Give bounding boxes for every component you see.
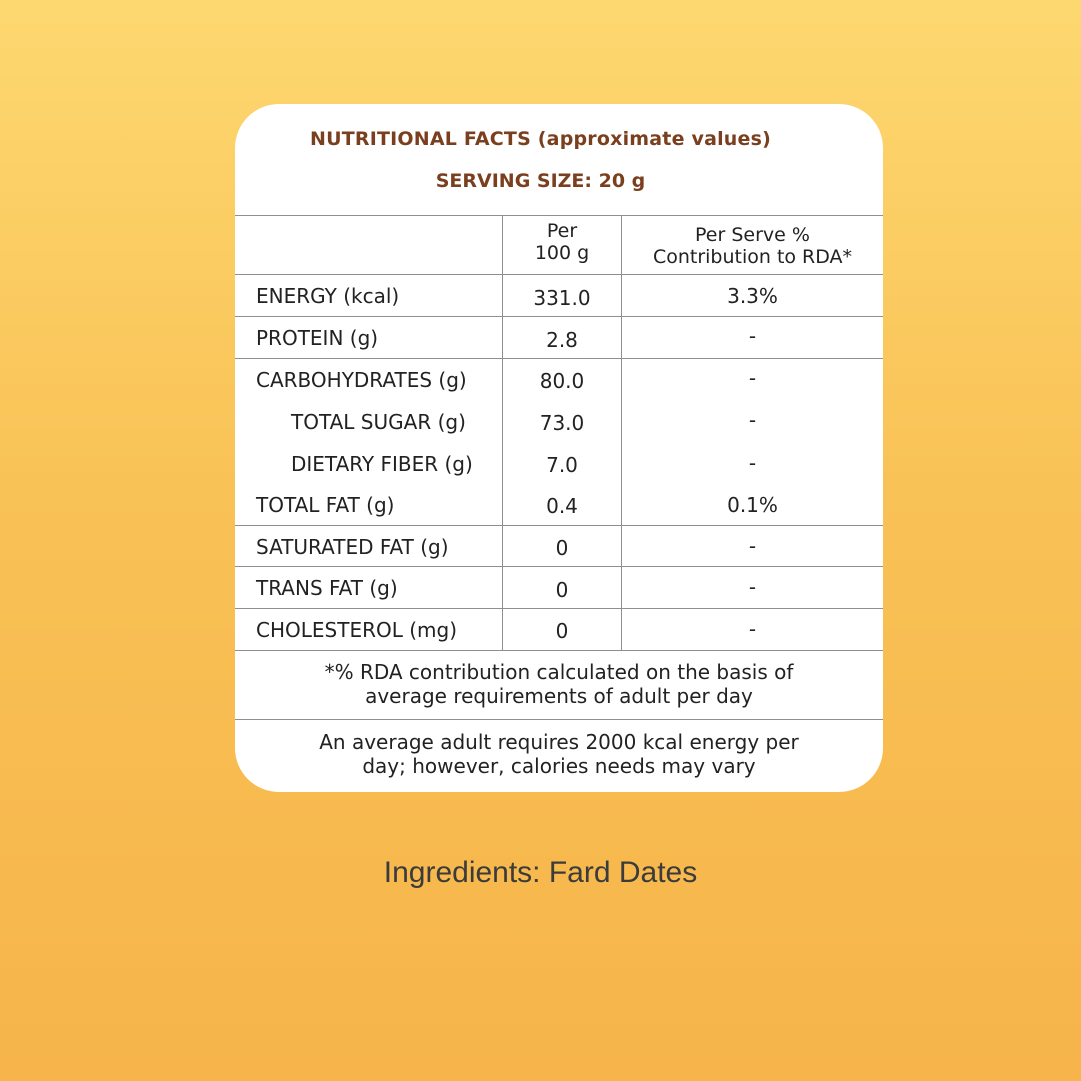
table-bottom-border	[235, 650, 883, 651]
row-value-protein: 2.8	[546, 328, 578, 352]
row-rda-total-sugar: -	[748, 408, 757, 432]
header-per-100g-line1: Per	[546, 220, 578, 242]
row-label-total-sugar: TOTAL SUGAR (g)	[291, 410, 466, 434]
row-value-total-sugar: 73.0	[539, 411, 585, 435]
row-value-dietary-fiber: 7.0	[546, 453, 578, 477]
row-label-trans-fat: TRANS FAT (g)	[256, 576, 398, 600]
row-divider	[235, 525, 883, 526]
row-divider	[235, 358, 883, 359]
energy-note-line1: An average adult requires 2000 kcal energy per	[319, 730, 799, 754]
row-rda-carbohydrates: -	[748, 366, 757, 390]
row-rda-dietary-fiber: -	[748, 451, 757, 475]
row-value-energy: 331.0	[533, 286, 591, 310]
header-rda-line2: Contribution to RDA*	[652, 246, 853, 268]
row-value-total-fat: 0.4	[546, 494, 578, 518]
row-rda-protein: -	[748, 324, 757, 348]
rda-note-line1: *% RDA contribution calculated on the basis of	[324, 660, 794, 684]
energy-note-line2: day; however, calories needs may vary	[362, 754, 756, 778]
row-value-trans-fat: 0	[555, 578, 569, 602]
row-value-saturated-fat: 0	[555, 536, 569, 560]
serving-size: SERVING SIZE: 20 g	[435, 170, 646, 192]
row-label-cholesterol: CHOLESTEROL (mg)	[256, 618, 457, 642]
row-divider	[235, 316, 883, 317]
row-rda-saturated-fat: -	[748, 534, 757, 558]
row-label-energy: ENERGY (kcal)	[256, 284, 400, 308]
panel-title: NUTRITIONAL FACTS (approximate values)	[309, 128, 772, 150]
header-rda-line1: Per Serve %	[695, 224, 810, 246]
notes-divider	[235, 719, 883, 720]
rda-note-line2: average requirements of adult per day	[365, 684, 753, 708]
row-label-dietary-fiber: DIETARY FIBER (g)	[291, 452, 473, 476]
row-label-protein: PROTEIN (g)	[256, 326, 379, 350]
row-label-saturated-fat: SATURATED FAT (g)	[256, 535, 449, 559]
ingredients-text: Ingredients: Fard Dates	[383, 856, 698, 889]
table-top-border	[235, 215, 883, 216]
row-rda-energy: 3.3%	[727, 284, 778, 308]
row-rda-trans-fat: -	[748, 575, 757, 599]
row-divider	[235, 566, 883, 567]
row-label-total-fat: TOTAL FAT (g)	[256, 493, 395, 517]
row-label-carbohydrates: CARBOHYDRATES (g)	[256, 368, 467, 392]
row-value-cholesterol: 0	[555, 619, 569, 643]
row-value-carbohydrates: 80.0	[539, 369, 585, 393]
row-rda-total-fat: 0.1%	[727, 493, 778, 517]
header-per-100g-line2: 100 g	[534, 242, 590, 264]
row-rda-cholesterol: -	[748, 617, 757, 641]
row-divider	[235, 608, 883, 609]
header-bottom-border	[235, 274, 883, 275]
